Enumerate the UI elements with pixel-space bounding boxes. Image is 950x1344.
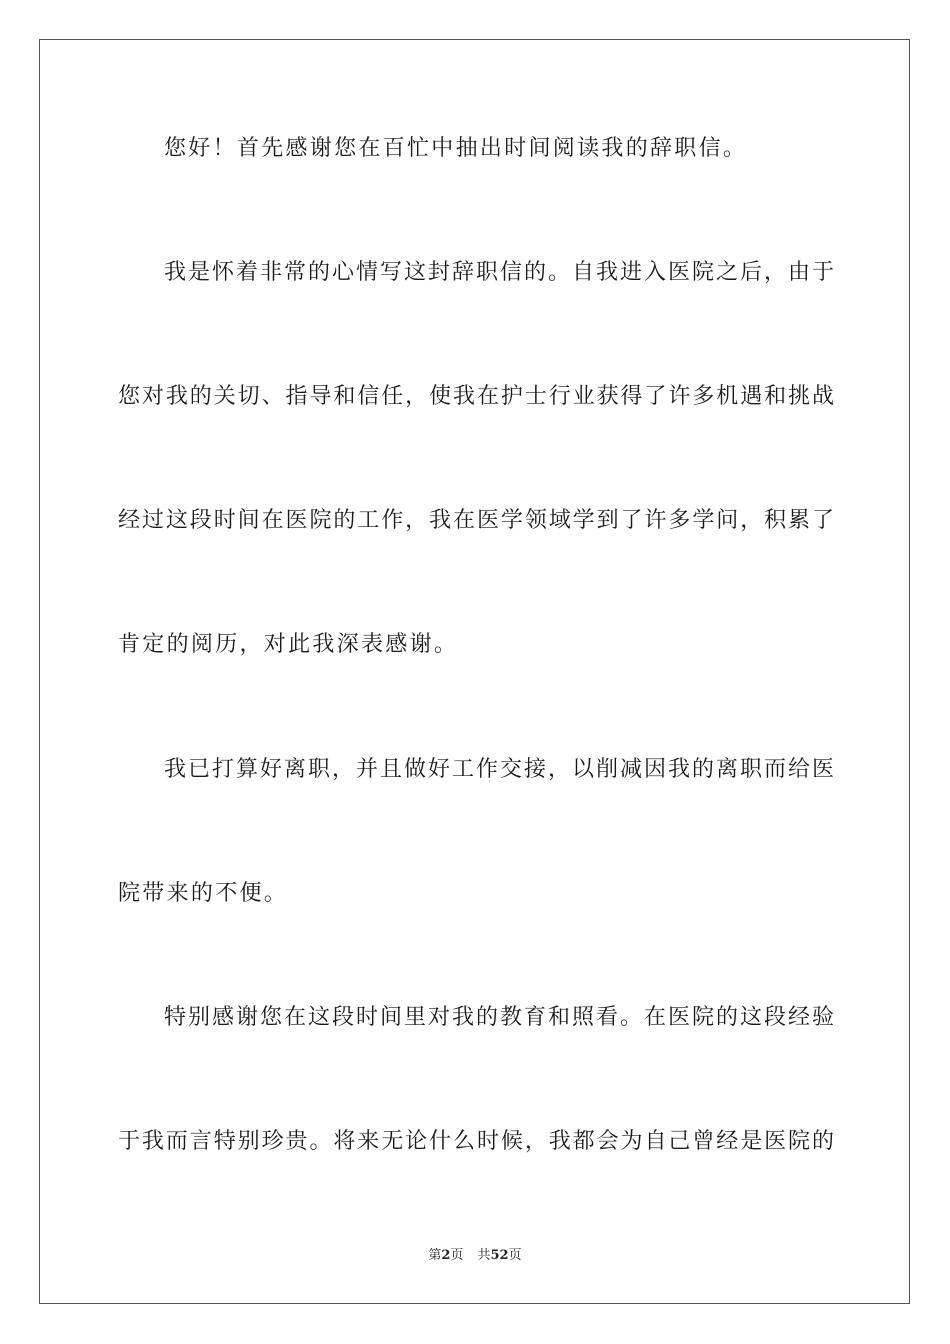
current-page-number: 2 <box>441 1248 451 1263</box>
page-border <box>39 39 910 1304</box>
page-label-prefix: 第 <box>428 1248 442 1263</box>
paragraph-3-line-2: 院带来的不便。 <box>118 881 289 906</box>
page-label-suffix: 页 <box>450 1248 464 1263</box>
paragraph-2-line-1: 我是怀着非常的心情写这封辞职信的。自我进入医院之后，由于 <box>164 260 834 285</box>
total-label-prefix: 共 <box>477 1248 491 1263</box>
paragraph-1-line-1: 您好！首先感谢您在百忙中抽出时间阅读我的辞职信。 <box>164 136 748 161</box>
total-page-count: 52 <box>490 1248 509 1263</box>
page-footer <box>0 1247 950 1265</box>
paragraph-2-line-2: 您对我的关切、指导和信任，使我在护士行业获得了许多机遇和挑战 <box>118 384 834 409</box>
paragraph-4-line-2: 于我而言特别珍贵。将来无论什么时候，我都会为自己曾经是医院的 <box>118 1129 834 1154</box>
paragraph-2-line-3: 经过这段时间在医院的工作，我在医学领域学到了许多学问，积累了 <box>118 508 834 533</box>
paragraph-3-line-1: 我已打算好离职，并且做好工作交接，以削减因我的离职而给医 <box>164 757 834 782</box>
paragraph-2-line-4: 肯定的阅历，对此我深表感谢。 <box>118 632 459 657</box>
total-label-suffix: 页 <box>508 1248 522 1263</box>
paragraph-4-line-1: 特别感谢您在这段时间里对我的教育和照看。在医院的这段经验 <box>164 1005 834 1030</box>
